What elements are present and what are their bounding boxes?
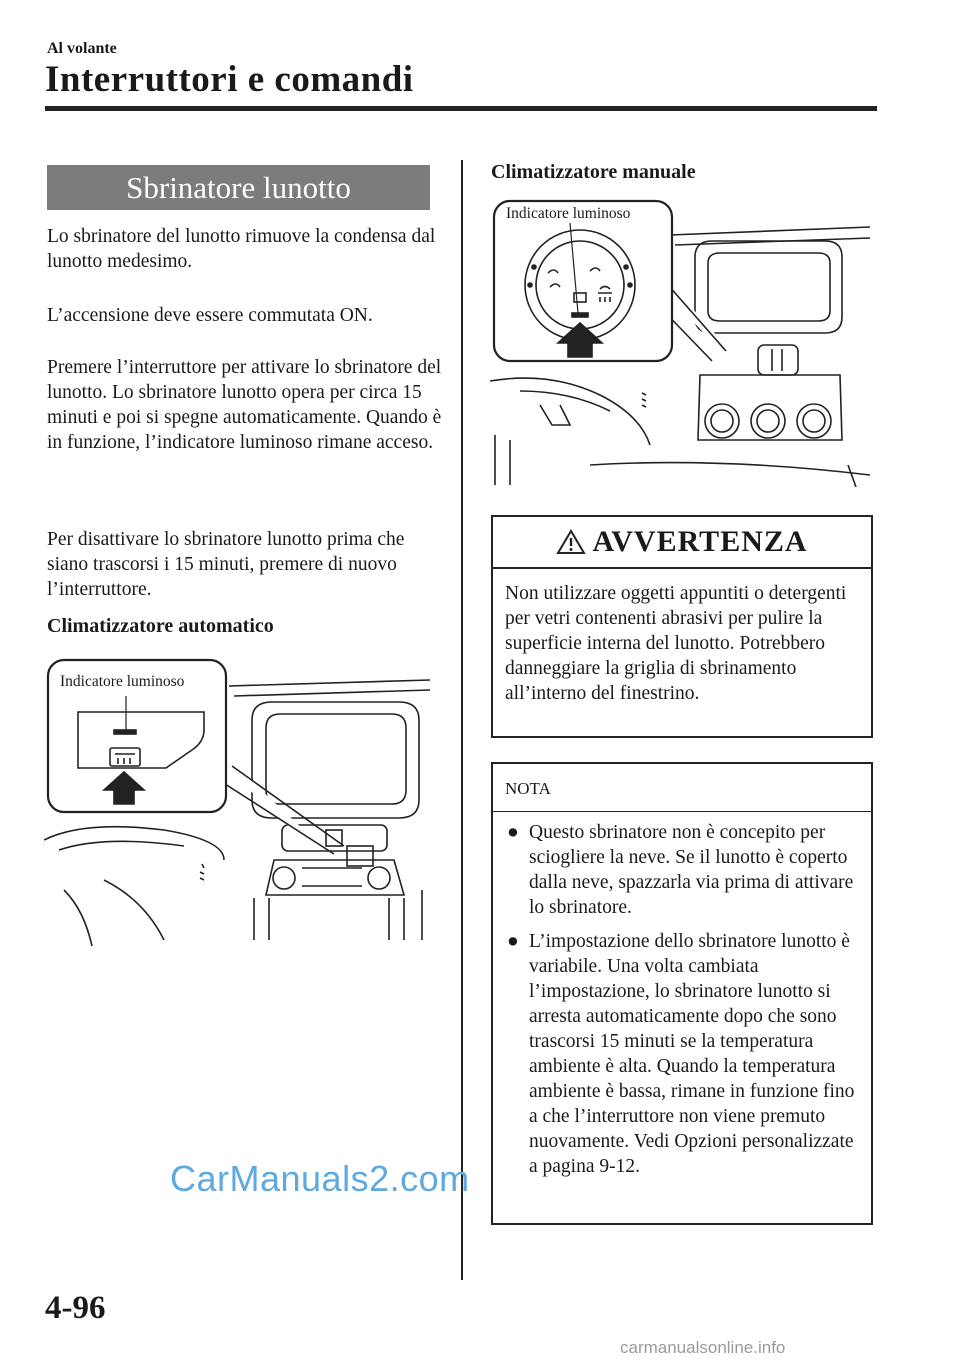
bullet-icon: ●: [507, 822, 519, 843]
note-item: [507, 820, 862, 920]
manual-climate-illustration: [490, 195, 870, 487]
section-heading: Sbrinatore lunotto: [47, 165, 430, 210]
page-title: Interruttori e comandi: [45, 59, 414, 100]
title-divider: [45, 106, 877, 111]
intro-paragraph: Lo sbrinatore del lunotto rimuove la condensa dal lunotto medesimo.: [47, 226, 436, 272]
manual-ac-heading: Climatizzatore manuale: [491, 161, 696, 183]
bullet-icon: ●: [507, 931, 519, 952]
warning-header: [493, 517, 871, 569]
warning-icon: [556, 529, 586, 555]
note-item: [507, 929, 862, 1179]
warning-box: [491, 515, 873, 738]
auto-climate-illustration: [44, 650, 434, 946]
deactivate-paragraph: Per disattivare lo sbrinatore lunotto prima che siano trascorsi i 15 minuti, premere di nuovo l’interruttore.: [47, 529, 405, 600]
note-item-text: Questo sbrinatore non è concepito per sciogliere la neve. Se il lunotto è coperto dalla neve, spazzarla via prima di attivare lo sbrinatore.: [529, 822, 854, 918]
warning-title: AVVERTENZA: [592, 525, 808, 558]
note-title: NOTA: [493, 764, 871, 812]
page-number: 4-96: [45, 1290, 106, 1326]
watermark: CarManuals2.com: [170, 1158, 470, 1199]
note-box: [491, 762, 873, 1225]
site-mark: carmanualsonline.info: [620, 1338, 786, 1357]
column-divider: [461, 160, 463, 1280]
auto-ac-heading: Climatizzatore automatico: [47, 615, 274, 637]
note-item-text: L’impostazione dello sbrinatore lunotto è variabile. Una volta cambiata l’impostazione, lo sbrinatore lunotto si arresta automaticamente dopo che sono trascorsi 15 minuti se la temperatura ambiente è alta. Quando la temperatura ambiente è bassa, rimane in funzione fino a che l’interruttore non viene premuto nuovamente. Vedi Opzioni personalizzate a pagina 9-12.: [529, 931, 855, 1177]
ignition-paragraph: L’accensione deve essere commutata ON.: [47, 305, 373, 326]
auto-indicator-label: Indicatore luminoso: [60, 673, 185, 690]
operation-paragraph: Premere l’interruttore per attivare lo sbrinatore del lunotto. Lo sbrinatore lunotto opera per circa 15 minuti e poi si spegne automaticamente. Quando è in funzione, l’indicatore luminoso rimane acceso.: [47, 357, 442, 453]
warning-text: Non utilizzare oggetti appuntiti o detergenti per vetri contenenti abrasivi per pulire la superficie interna del lunotto. Potrebbero danneggiare la griglia di sbrinamento all’interno del finestrino.: [505, 583, 847, 704]
section-label: Al volante: [47, 40, 117, 57]
manual-indicator-label: Indicatore luminoso: [506, 205, 631, 222]
